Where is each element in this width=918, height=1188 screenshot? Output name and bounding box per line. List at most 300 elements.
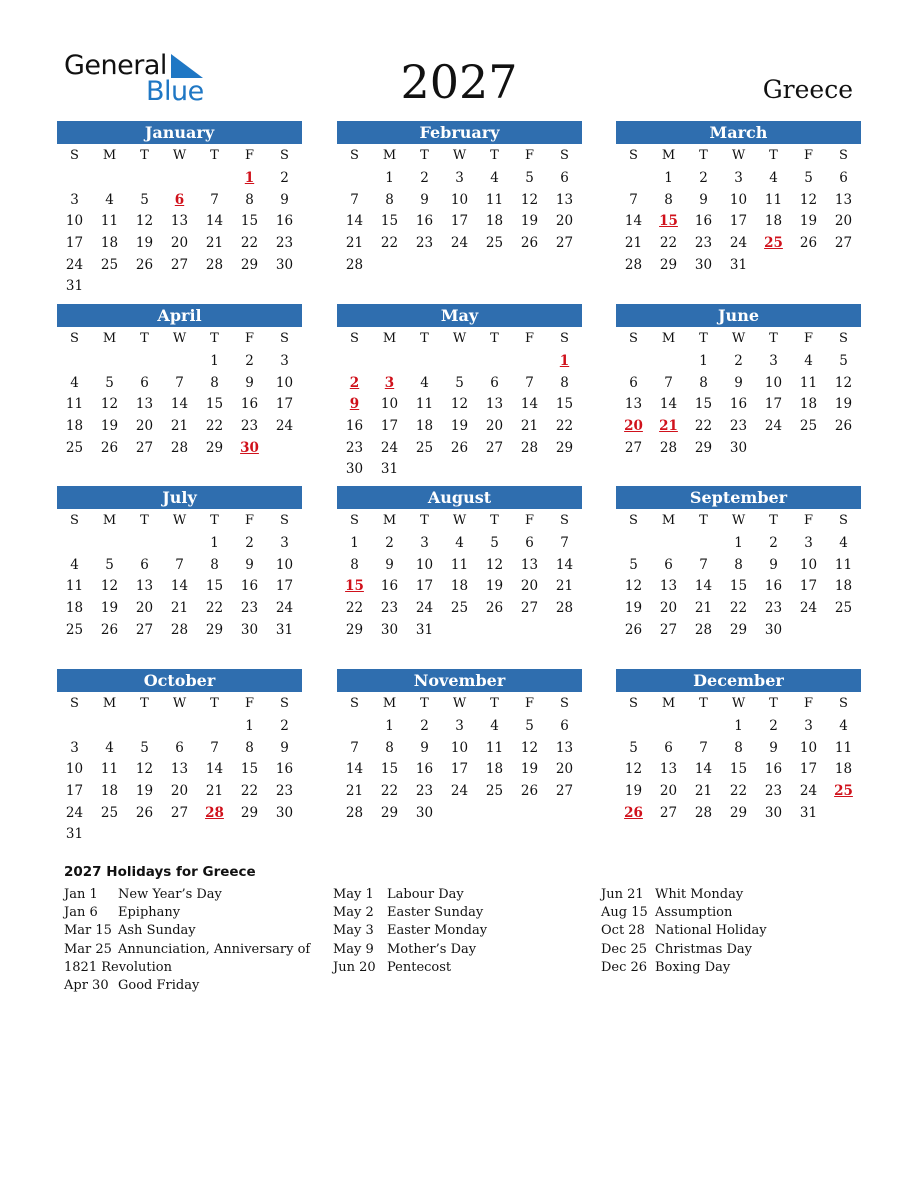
month-header: July xyxy=(57,486,302,509)
holiday-date: May 3 xyxy=(333,923,374,939)
day-cell: 14 xyxy=(659,396,678,413)
weekday-label: W xyxy=(452,696,467,711)
day-cell: 21 xyxy=(205,783,224,800)
weekday-label: T xyxy=(210,513,219,528)
day-cell: 3 xyxy=(804,535,813,551)
weekday-label: F xyxy=(524,331,535,346)
day-cell: 6 xyxy=(664,556,673,573)
holiday-name: Pentecost xyxy=(387,959,452,975)
day-cell: 20 xyxy=(135,600,154,617)
day-cell: 11 xyxy=(485,191,504,208)
day-cell: 26 xyxy=(100,621,119,638)
weekday-label: F xyxy=(803,513,814,528)
holiday-name: Labour Day xyxy=(387,887,464,902)
day-cell: 10 xyxy=(380,396,399,413)
day-cell: 24 xyxy=(65,804,84,821)
day-cell: 7 xyxy=(664,374,673,391)
month-header: April xyxy=(57,304,302,327)
day-cell: 22 xyxy=(729,600,748,617)
weekday-label: T xyxy=(420,696,429,711)
day-cell: 3 xyxy=(455,718,464,734)
month-april xyxy=(57,304,302,484)
day-cell: 29 xyxy=(380,804,399,821)
month-november xyxy=(337,669,582,849)
holiday-day-cell: 1 xyxy=(559,353,570,369)
day-cell: 14 xyxy=(345,213,364,230)
day-cell: 2 xyxy=(280,718,289,734)
day-cell: 6 xyxy=(629,374,638,391)
weekday-label: S xyxy=(839,696,848,711)
day-cell: 23 xyxy=(345,439,364,456)
day-cell: 1 xyxy=(245,718,254,734)
day-cell: 15 xyxy=(729,578,748,595)
day-cell: 30 xyxy=(415,804,434,821)
day-cell: 5 xyxy=(629,739,638,756)
day-cell: 6 xyxy=(560,718,569,734)
day-cell: 9 xyxy=(245,556,254,573)
month-december xyxy=(616,669,861,849)
day-cell: 7 xyxy=(175,556,184,573)
day-cell: 25 xyxy=(100,804,119,821)
day-cell: 30 xyxy=(380,621,399,638)
month-header: November xyxy=(337,669,582,692)
day-cell: 23 xyxy=(275,783,294,800)
empty-cell xyxy=(92,351,127,373)
month-grid xyxy=(57,327,302,459)
day-cell: 7 xyxy=(560,535,569,551)
day-cell: 31 xyxy=(380,461,399,478)
day-cell: 25 xyxy=(799,418,818,435)
day-cell: 19 xyxy=(100,600,119,617)
day-cell: 13 xyxy=(624,396,643,413)
weekday-label: F xyxy=(244,331,255,346)
weekday-label: W xyxy=(731,331,746,346)
day-cell: 10 xyxy=(729,191,748,208)
day-cell: 25 xyxy=(485,235,504,252)
day-cell: 8 xyxy=(385,191,394,208)
day-cell: 9 xyxy=(280,191,289,208)
day-cell: 12 xyxy=(135,213,154,230)
day-cell: 10 xyxy=(275,556,294,573)
day-cell: 5 xyxy=(525,170,534,186)
empty-cell xyxy=(162,351,197,373)
empty-cell xyxy=(57,351,92,373)
month-header: October xyxy=(57,669,302,692)
empty-cell xyxy=(92,716,127,738)
empty-cell xyxy=(127,351,162,373)
day-cell: 22 xyxy=(659,235,678,252)
weekday-label: W xyxy=(172,148,187,163)
holiday-row xyxy=(333,959,593,977)
day-cell: 7 xyxy=(350,739,359,756)
empty-cell xyxy=(442,351,477,373)
holidays-title: 2027 Holidays for Greece xyxy=(64,864,256,880)
month-september xyxy=(616,486,861,666)
day-cell: 28 xyxy=(520,439,539,456)
holiday-day-cell: 20 xyxy=(624,418,643,435)
day-cell: 4 xyxy=(839,718,848,734)
weekday-label: S xyxy=(560,513,569,528)
weekday-label: S xyxy=(839,331,848,346)
holidays-column xyxy=(601,886,861,977)
day-cell: 30 xyxy=(729,439,748,456)
holiday-row xyxy=(64,904,324,922)
holiday-date: May 2 xyxy=(333,905,374,921)
day-cell: 27 xyxy=(659,804,678,821)
day-cell: 22 xyxy=(345,600,364,617)
weekday-label: M xyxy=(661,331,676,346)
day-cell: 2 xyxy=(769,535,778,551)
weekday-label: T xyxy=(140,331,149,346)
holiday-date: Dec 26 xyxy=(601,959,648,975)
day-cell: 3 xyxy=(804,718,813,734)
empty-cell xyxy=(616,168,651,190)
day-cell: 29 xyxy=(240,256,259,273)
day-cell: 6 xyxy=(525,535,534,551)
weekday-label: M xyxy=(102,331,117,346)
day-cell: 27 xyxy=(834,235,853,252)
day-cell: 12 xyxy=(135,761,154,778)
day-cell: 4 xyxy=(70,556,79,573)
weekday-label: S xyxy=(350,696,359,711)
empty-cell xyxy=(337,716,372,738)
day-cell: 9 xyxy=(420,191,429,208)
day-cell: 3 xyxy=(280,535,289,551)
day-cell: 25 xyxy=(100,256,119,273)
weekday-label: T xyxy=(420,331,429,346)
day-cell: 20 xyxy=(555,213,574,230)
day-cell: 1 xyxy=(210,353,219,369)
weekday-label: M xyxy=(382,331,397,346)
weekday-label: S xyxy=(629,513,638,528)
holiday-name: Good Friday xyxy=(118,978,200,994)
month-header: June xyxy=(616,304,861,327)
day-cell: 10 xyxy=(799,556,818,573)
day-cell: 9 xyxy=(420,739,429,756)
holiday-row xyxy=(333,904,593,922)
month-grid xyxy=(337,144,582,276)
day-cell: 10 xyxy=(799,739,818,756)
weekday-label: M xyxy=(102,696,117,711)
day-cell: 8 xyxy=(385,739,394,756)
empty-cell xyxy=(57,168,92,190)
day-cell: 27 xyxy=(520,600,539,617)
day-cell: 15 xyxy=(694,396,713,413)
day-cell: 3 xyxy=(734,170,743,186)
month-grid xyxy=(337,692,582,824)
day-cell: 12 xyxy=(799,191,818,208)
month-header: August xyxy=(337,486,582,509)
day-cell: 10 xyxy=(65,761,84,778)
day-cell: 10 xyxy=(764,374,783,391)
day-cell: 4 xyxy=(420,374,429,391)
day-cell: 1 xyxy=(350,535,359,551)
day-cell: 12 xyxy=(520,739,539,756)
day-cell: 17 xyxy=(799,761,818,778)
weekday-label: T xyxy=(769,513,778,528)
day-cell: 13 xyxy=(555,739,574,756)
weekday-label: W xyxy=(731,148,746,163)
day-cell: 31 xyxy=(65,278,84,295)
day-cell: 23 xyxy=(694,235,713,252)
day-cell: 25 xyxy=(415,439,434,456)
empty-cell xyxy=(197,716,232,738)
empty-cell xyxy=(162,168,197,190)
day-cell: 18 xyxy=(100,235,119,252)
day-cell: 5 xyxy=(804,170,813,186)
holiday-row xyxy=(333,886,593,904)
holiday-row xyxy=(601,886,861,904)
day-cell: 26 xyxy=(520,235,539,252)
day-cell: 16 xyxy=(345,418,364,435)
day-cell: 1 xyxy=(385,718,394,734)
day-cell: 30 xyxy=(275,256,294,273)
weekday-label: S xyxy=(629,696,638,711)
day-cell: 14 xyxy=(520,396,539,413)
weekday-label: M xyxy=(661,513,676,528)
day-cell: 4 xyxy=(455,535,464,551)
day-cell: 28 xyxy=(345,256,364,273)
day-cell: 26 xyxy=(100,439,119,456)
day-cell: 23 xyxy=(415,783,434,800)
day-cell: 8 xyxy=(210,556,219,573)
month-grid xyxy=(337,327,582,481)
month-august xyxy=(337,486,582,666)
day-cell: 18 xyxy=(415,418,434,435)
weekday-label: T xyxy=(490,148,499,163)
day-cell: 7 xyxy=(699,556,708,573)
day-cell: 31 xyxy=(415,621,434,638)
day-cell: 4 xyxy=(490,718,499,734)
day-cell: 3 xyxy=(420,535,429,551)
day-cell: 22 xyxy=(380,235,399,252)
holiday-name: Whit Monday xyxy=(655,887,744,902)
day-cell: 16 xyxy=(729,396,748,413)
day-cell: 8 xyxy=(245,739,254,756)
day-cell: 24 xyxy=(450,783,469,800)
day-cell: 16 xyxy=(415,213,434,230)
holiday-day-cell: 21 xyxy=(659,418,678,435)
day-cell: 19 xyxy=(799,213,818,230)
day-cell: 8 xyxy=(245,191,254,208)
day-cell: 3 xyxy=(455,170,464,186)
day-cell: 7 xyxy=(350,191,359,208)
day-cell: 8 xyxy=(734,739,743,756)
day-cell: 22 xyxy=(694,418,713,435)
holiday-name: New Year’s Day xyxy=(118,887,222,902)
day-cell: 30 xyxy=(764,621,783,638)
day-cell: 29 xyxy=(345,621,364,638)
day-cell: 2 xyxy=(420,170,429,186)
weekday-label: F xyxy=(524,513,535,528)
holiday-name: Easter Monday xyxy=(387,923,488,939)
holiday-date: May 1 xyxy=(333,887,374,902)
day-cell: 5 xyxy=(140,739,149,756)
logo-text-blue: Blue xyxy=(146,76,204,107)
weekday-label: T xyxy=(769,696,778,711)
day-cell: 2 xyxy=(385,535,394,551)
day-cell: 2 xyxy=(699,170,708,186)
day-cell: 23 xyxy=(764,600,783,617)
day-cell: 5 xyxy=(105,374,114,391)
day-cell: 19 xyxy=(450,418,469,435)
day-cell: 6 xyxy=(175,739,184,756)
empty-cell xyxy=(197,168,232,190)
day-cell: 2 xyxy=(769,718,778,734)
month-grid xyxy=(337,509,582,641)
holiday-row xyxy=(601,959,861,977)
empty-cell xyxy=(92,533,127,555)
day-cell: 16 xyxy=(275,213,294,230)
month-grid xyxy=(57,144,302,298)
day-cell: 9 xyxy=(245,374,254,391)
day-cell: 14 xyxy=(205,213,224,230)
day-cell: 20 xyxy=(170,235,189,252)
day-cell: 2 xyxy=(245,535,254,551)
day-cell: 4 xyxy=(769,170,778,186)
holiday-name: Annunciation, Anniversary of xyxy=(118,941,311,957)
day-cell: 29 xyxy=(659,256,678,273)
day-cell: 28 xyxy=(555,600,574,617)
month-january xyxy=(57,121,302,301)
day-cell: 24 xyxy=(275,600,294,617)
holiday-date: Jun 20 xyxy=(333,959,376,975)
day-cell: 22 xyxy=(205,600,224,617)
day-cell: 26 xyxy=(135,256,154,273)
empty-cell xyxy=(512,351,547,373)
holiday-name: Boxing Day xyxy=(655,959,731,975)
day-cell: 28 xyxy=(205,256,224,273)
holiday-date: May 9 xyxy=(333,941,374,957)
weekday-label: W xyxy=(172,513,187,528)
day-cell: 23 xyxy=(275,235,294,252)
day-cell: 21 xyxy=(170,418,189,435)
day-cell: 5 xyxy=(525,718,534,734)
day-cell: 25 xyxy=(65,439,84,456)
day-cell: 4 xyxy=(70,374,79,391)
month-header: December xyxy=(616,669,861,692)
empty-cell xyxy=(616,533,651,555)
holiday-day-cell: 26 xyxy=(624,804,643,821)
weekday-label: M xyxy=(382,513,397,528)
day-cell: 27 xyxy=(485,439,504,456)
day-cell: 22 xyxy=(380,783,399,800)
empty-cell xyxy=(162,716,197,738)
day-cell: 20 xyxy=(834,213,853,230)
day-cell: 19 xyxy=(834,396,853,413)
weekday-label: S xyxy=(350,148,359,163)
day-cell: 22 xyxy=(205,418,224,435)
day-cell: 13 xyxy=(659,761,678,778)
holiday-day-cell: 25 xyxy=(834,783,853,800)
holiday-date: Mar 15 xyxy=(64,923,112,939)
day-cell: 18 xyxy=(100,783,119,800)
day-cell: 1 xyxy=(734,535,743,551)
weekday-label: S xyxy=(629,148,638,163)
day-cell: 25 xyxy=(834,600,853,617)
day-cell: 17 xyxy=(380,418,399,435)
day-cell: 19 xyxy=(520,761,539,778)
weekday-label: M xyxy=(102,513,117,528)
empty-cell xyxy=(127,716,162,738)
holiday-row xyxy=(64,886,324,904)
day-cell: 16 xyxy=(764,578,783,595)
month-header: May xyxy=(337,304,582,327)
day-cell: 2 xyxy=(245,353,254,369)
day-cell: 6 xyxy=(490,374,499,391)
day-cell: 15 xyxy=(380,761,399,778)
month-grid xyxy=(616,692,861,824)
month-grid xyxy=(616,509,861,641)
day-cell: 29 xyxy=(205,621,224,638)
holidays-column xyxy=(333,886,593,977)
day-cell: 16 xyxy=(764,761,783,778)
empty-cell xyxy=(127,168,162,190)
day-cell: 12 xyxy=(485,556,504,573)
day-cell: 17 xyxy=(275,396,294,413)
weekday-label: W xyxy=(452,148,467,163)
day-cell: 20 xyxy=(659,783,678,800)
weekday-label: S xyxy=(560,148,569,163)
month-header: February xyxy=(337,121,582,144)
empty-cell xyxy=(407,351,442,373)
day-cell: 26 xyxy=(135,804,154,821)
day-cell: 13 xyxy=(834,191,853,208)
day-cell: 29 xyxy=(240,804,259,821)
day-cell: 11 xyxy=(65,578,84,595)
day-cell: 18 xyxy=(485,213,504,230)
day-cell: 31 xyxy=(729,256,748,273)
day-cell: 29 xyxy=(729,804,748,821)
weekday-label: T xyxy=(420,148,429,163)
day-cell: 24 xyxy=(275,418,294,435)
day-cell: 11 xyxy=(415,396,434,413)
month-grid xyxy=(57,509,302,641)
day-cell: 1 xyxy=(664,170,673,186)
day-cell: 24 xyxy=(380,439,399,456)
day-cell: 16 xyxy=(415,761,434,778)
weekday-label: S xyxy=(350,331,359,346)
empty-cell xyxy=(337,351,372,373)
weekday-label: S xyxy=(350,513,359,528)
weekday-label: S xyxy=(560,696,569,711)
day-cell: 23 xyxy=(729,418,748,435)
day-cell: 24 xyxy=(799,600,818,617)
day-cell: 11 xyxy=(834,556,853,573)
day-cell: 3 xyxy=(70,739,79,756)
weekday-label: F xyxy=(524,696,535,711)
day-cell: 18 xyxy=(799,396,818,413)
day-cell: 23 xyxy=(415,235,434,252)
holiday-date: Jan 6 xyxy=(64,905,98,921)
day-cell: 2 xyxy=(734,353,743,369)
day-cell: 28 xyxy=(659,439,678,456)
day-cell: 19 xyxy=(135,783,154,800)
day-cell: 15 xyxy=(380,213,399,230)
day-cell: 14 xyxy=(694,578,713,595)
month-grid xyxy=(57,692,302,846)
day-cell: 17 xyxy=(65,783,84,800)
day-cell: 21 xyxy=(694,783,713,800)
day-cell: 25 xyxy=(485,783,504,800)
weekday-label: T xyxy=(490,513,499,528)
day-cell: 21 xyxy=(520,418,539,435)
day-cell: 30 xyxy=(345,461,364,478)
day-cell: 14 xyxy=(694,761,713,778)
holiday-day-cell: 30 xyxy=(240,439,259,456)
holiday-day-cell: 15 xyxy=(345,578,364,595)
day-cell: 24 xyxy=(764,418,783,435)
